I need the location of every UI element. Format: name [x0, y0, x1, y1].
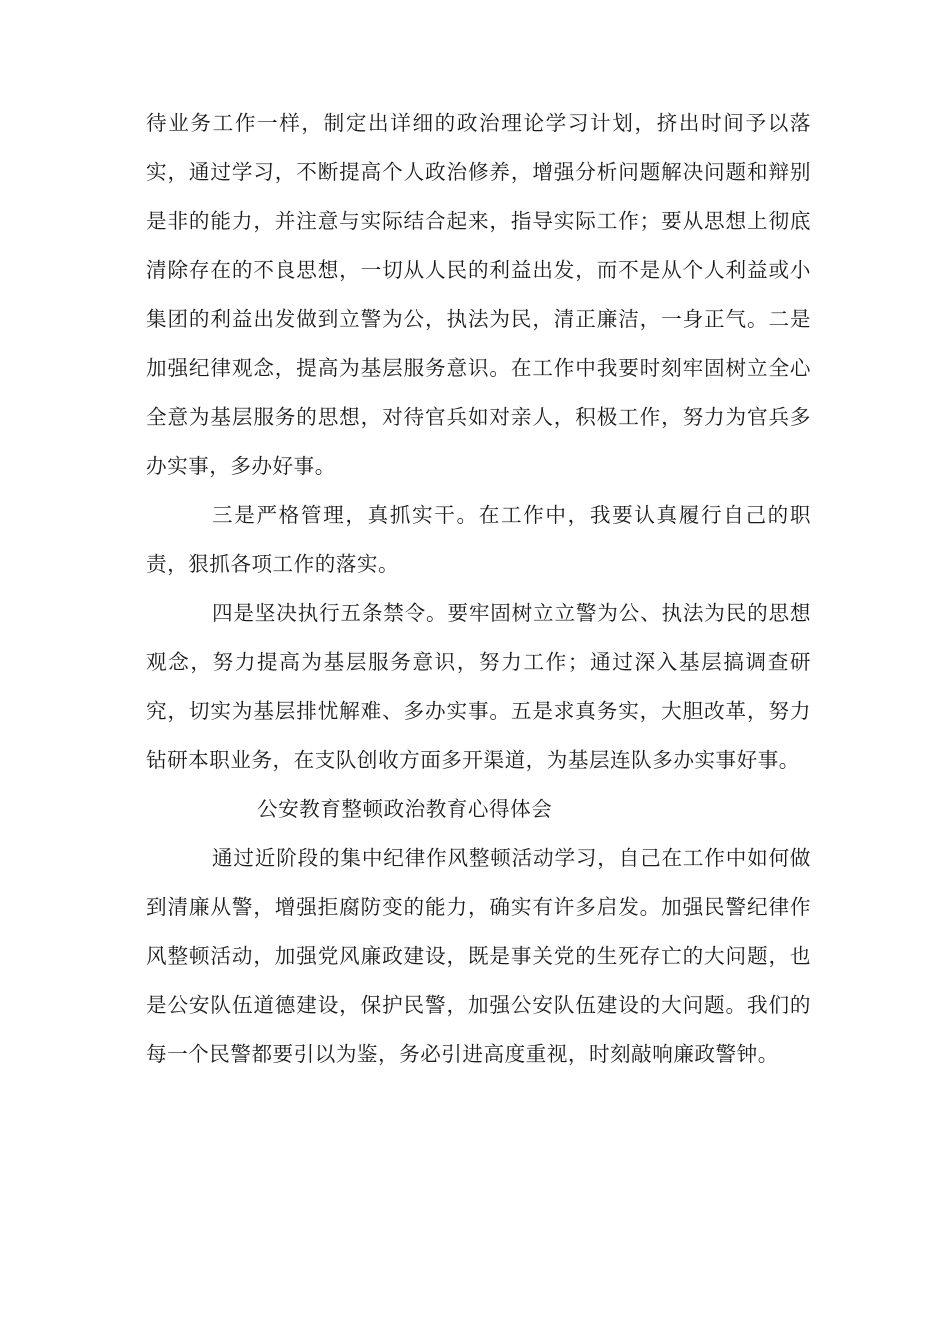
paragraph-2: 三是严格管理，真抓实干。在工作中，我要认真履行自己的职责，狠抓各项工作的落实。	[146, 503, 811, 576]
paragraph-1: 待业务工作一样，制定出详细的政治理论学习计划，挤出时间予以落实，通过学习，不断提高个人政治修养，增强分析问题解决问题和辩别是非的能力，并注意与实际结合起来，指导实际工作；要从思想上彻底清除存在的不良思想，一切从人民的利益出发，而不是从个人利益或小集团的利益出发做到立警为公，执法为民，清正廉洁，一身正气。二是加强纪律观念，提高为基层服务意识。在工作中我要时刻牢固树立全心全意为基层服务的思想，对待官兵如对亲人，积极工作，努力为官兵多办实事，多办好事。	[146, 111, 811, 478]
document-body	[146, 99, 811, 1079]
section-heading: 公安教育整顿政治教育心得体会	[257, 797, 553, 821]
paragraph-4: 通过近阶段的集中纪律作风整顿活动学习，自己在工作中如何做到清廉从警，增强拒腐防变的能力，确实有许多启发。加强民警纪律作风整顿活动，加强党风廉政建设，既是事关党的生死存亡的大问题，也是公安队伍道德建设，保护民警，加强公安队伍建设的大问题。我们的每一个民警都要引以为鉴，务必引进高度重视，时刻敲响廉政警钟。	[146, 846, 811, 1066]
paragraph-3: 四是坚决执行五条禁令。要牢固树立立警为公、执法为民的思想观念，努力提高为基层服务意识，努力工作；通过深入基层搞调查研究，切实为基层排忧解难、多办实事。五是求真务实，大胆改革，努力钻研本职业务，在支队创收方面多开渠道，为基层连队多办实事好事。	[146, 601, 811, 772]
